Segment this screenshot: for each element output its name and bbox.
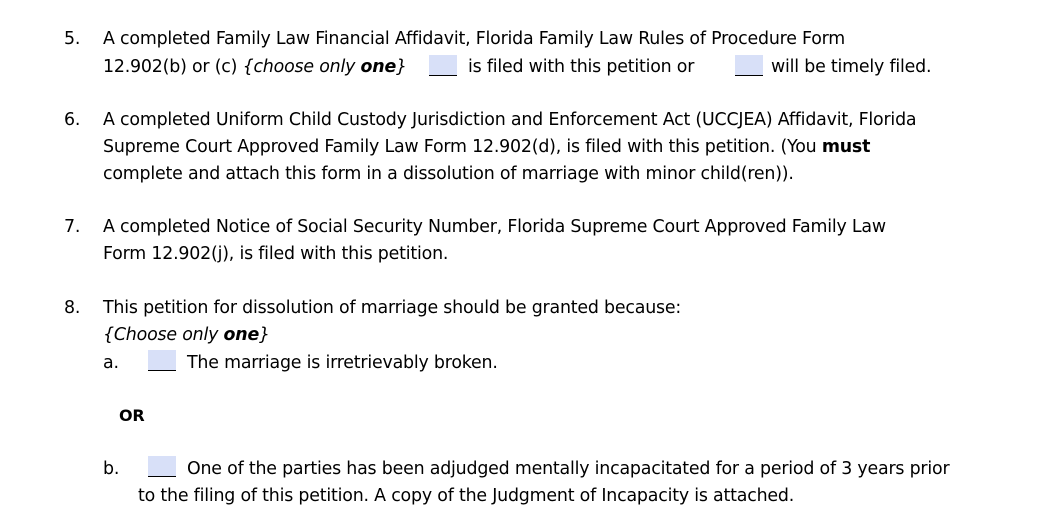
item-5-filed-checkbox[interactable] [429,55,457,76]
item-5-number: 5. [64,29,81,49]
item-7-number: 7. [64,217,81,237]
item-7-line-2: Form 12.902(j), is filed with this petition. [103,244,449,264]
item-6-line-2: Supreme Court Approved Family Law Form 12.902(d), is filed with this petition. (You must [103,137,871,157]
item-8-option-a-checkbox[interactable] [148,350,176,371]
item-5-option-timely: will be timely filed. [771,57,932,77]
item-5-timely-checkbox[interactable] [735,55,763,76]
item-5-option-filed: is filed with this petition or [468,57,695,77]
item-8-option-a-text: The marriage is irretrievably broken. [187,353,498,373]
item-6-line-1: A completed Uniform Child Custody Jurisdiction and Enforcement Act (UCCJEA) Affidavit, Florida [103,110,917,130]
item-5-line-1: A completed Family Law Financial Affidavit, Florida Family Law Rules of Procedure Form [103,29,846,49]
item-6-number: 6. [64,110,81,130]
item-8-option-b-text-line-1: One of the parties has been adjudged mentally incapacitated for a period of 3 years prior [187,459,950,479]
item-8-choose-note: {Choose only one} [103,325,270,345]
item-6-line-3: complete and attach this form in a dissolution of marriage with minor child(ren)). [103,164,794,184]
item-8-option-b-label: b. [103,459,120,479]
or-separator: OR [119,406,145,425]
item-8-option-b-text-line-2: to the filing of this petition. A copy of the Judgment of Incapacity is attached. [138,486,795,506]
item-5-line-2: 12.902(b) or (c) {choose only one} [103,57,407,77]
item-8-option-b-checkbox[interactable] [148,456,176,477]
item-8-option-a-label: a. [103,353,119,373]
item-8-line-1: This petition for dissolution of marriage should be granted because: [103,298,682,318]
item-7-line-1: A completed Notice of Social Security Number, Florida Supreme Court Approved Family Law [103,217,886,237]
item-8-number: 8. [64,298,81,318]
